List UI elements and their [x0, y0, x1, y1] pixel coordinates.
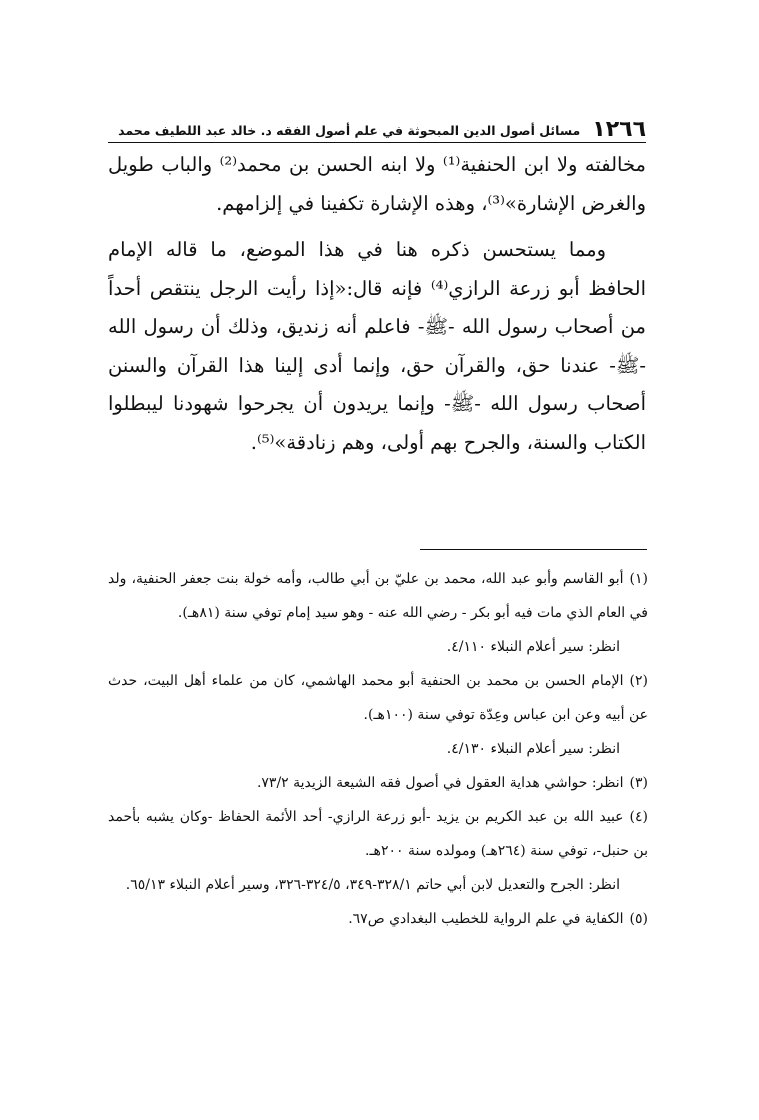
main-text	[108, 146, 646, 462]
footnote	[108, 902, 648, 936]
footnote	[108, 800, 648, 902]
footnote-separator	[420, 549, 647, 550]
footnote	[108, 562, 648, 664]
footnote	[108, 664, 648, 766]
footnote-number: (٥)	[629, 911, 648, 927]
footnote-text: الإمام الحسن بن محمد بن الحنفية أبو محمد الهاشمي، كان من علماء أهل البيت، حدث عن أبيه وعن ابن عباس وعِدّة توفي سنة (١٠٠هـ).	[108, 673, 648, 723]
footnote-number: (٤)	[629, 809, 648, 825]
footnote-text: أبو القاسم وأبو عبد الله، محمد بن عليّ بن أبي طالب، وأمه خولة بنت جعفر الحنفية، ولد في العام الذي مات فيه أبو بكر - رضي الله عنه - وهو سيد إمام توفي سنة (٨١هـ).	[108, 571, 648, 621]
footnotes	[108, 562, 648, 936]
footnote	[108, 766, 648, 800]
footnote-number: (٣)	[629, 775, 648, 791]
footnote-reference: انظر: سير أعلام النبلاء ٤/١١٠.	[446, 639, 620, 655]
footnote-number: (٢)	[629, 673, 648, 689]
footnote-number: (١)	[629, 571, 648, 587]
page-header	[108, 116, 646, 143]
paragraph: ومما يستحسن ذكره هنا في هذا الموضع، ما قاله الإمام الحافظ أبو زرعة الرازي⁽⁴⁾ فإنه قال:«إذا رأيت الرجل ينتقص أحداً من أصحاب رسول الله -ﷺ- فاعلم أنه زنديق، وذلك أن رسول الله -ﷺ- عندنا حق، والقرآن حق، وإنما أدى إلينا هذا القرآن والسنن أصحاب رسول الله -ﷺ- وإنما يريدون أن يجرحوا شهودنا ليبطلوا الكتاب والسنة، والجرح بهم أولى، وهم زنادقة»⁽⁵⁾.	[108, 238, 646, 454]
paragraph: مخالفته ولا ابن الحنفية⁽¹⁾ ولا ابنه الحسن بن محمد⁽²⁾ والباب طويل والغرض الإشارة»⁽³⁾، وهذه الإشارة تكفينا في إلزامهم.	[108, 153, 646, 215]
footnote-reference: انظر: سير أعلام النبلاء ٤/١٣٠.	[446, 741, 620, 757]
footnote-text: الكفاية في علم الرواية للخطيب البغدادي ص٦٧.	[348, 911, 624, 927]
page-number: ١٢٦٦	[592, 117, 646, 142]
running-title: مسائل أصول الدين المبحوثة في علم أصول الفقه د. خالد عبد اللطيف محمد	[118, 123, 581, 138]
footnote-text: عبيد الله بن عبد الكريم بن يزيد -أبو زرعة الرازي- أحد الأئمة الحفاظ -وكان يشبه بأحمد بن حنبل-، توفي سنة (٢٦٤هـ) ومولده سنة ٢٠٠هـ.	[108, 809, 648, 859]
footnote-text: انظر: حواشي هداية العقول في أصول فقه الشيعة الزيدية ٧٣/٢.	[256, 775, 624, 791]
footnote-reference: انظر: الجرح والتعديل لابن أبي حاتم ٣٢٨/١-٣٤٩، ٣٢٤/٥-٣٢٦، وسير أعلام النبلاء ٦٥/١٣.	[125, 877, 620, 893]
